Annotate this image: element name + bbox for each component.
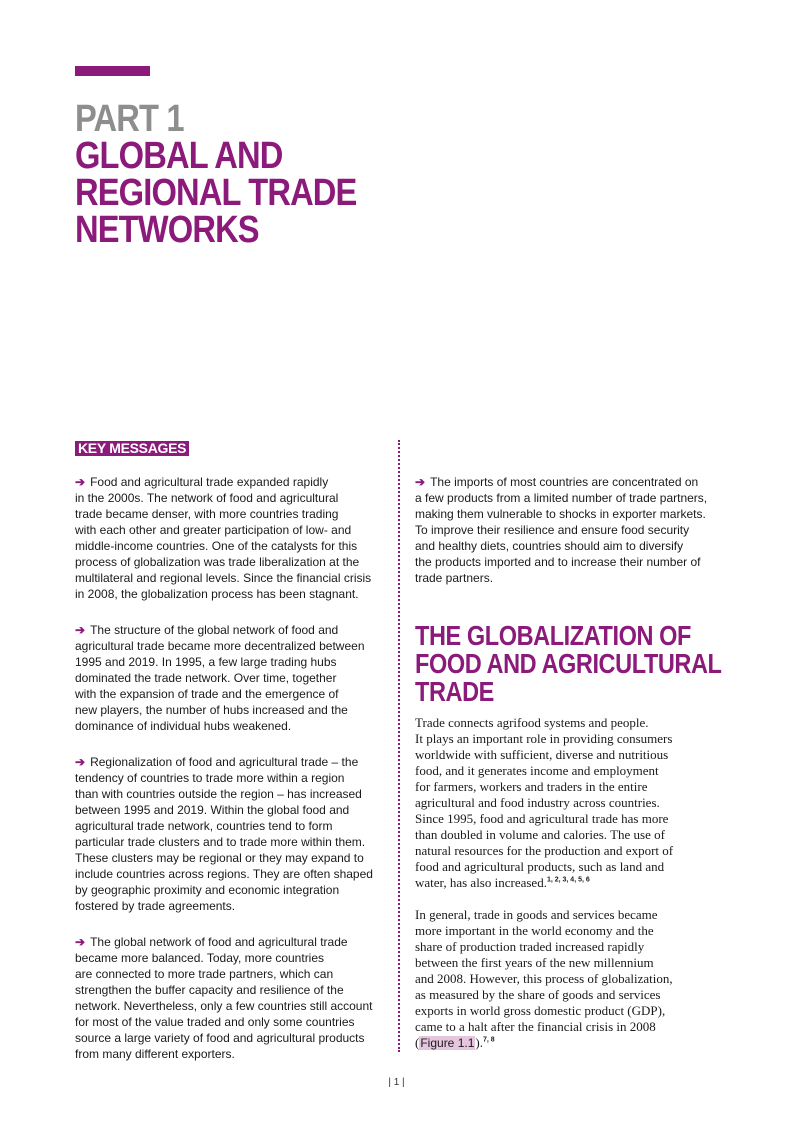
bullet-text: Food and agricultural trade expanded rapidly xyxy=(90,475,329,489)
paragraph-line xyxy=(415,827,725,843)
key-messages-left-column xyxy=(75,474,380,1082)
paragraph-line xyxy=(415,747,725,763)
paragraph-line xyxy=(415,843,725,859)
paragraph-text: food, and it generates income and employment xyxy=(415,763,659,778)
bullet-line: middle-income countries. One of the catalysts for this xyxy=(75,539,358,553)
bullet-line: between 1995 and 2019. Within the global food and xyxy=(75,803,350,817)
paragraph-line: and 2008. However, this process of globalization, xyxy=(415,971,673,986)
paragraph-line: as measured by the share of goods and services xyxy=(415,987,661,1002)
bullet-line: than with countries outside the region – has increased xyxy=(75,787,362,801)
bullet-text: The structure of the global network of food and xyxy=(90,623,339,637)
key-messages-right-column xyxy=(415,474,720,606)
paragraph-line: In general, trade in goods and services became xyxy=(415,907,658,922)
bullet-line: in 2008, the globalization process has been stagnant. xyxy=(75,587,359,601)
paragraph-text: natural resources for the production and export of xyxy=(415,843,674,858)
bullet-line: for most of the value traded and only some countries xyxy=(75,1015,355,1029)
column-divider xyxy=(398,440,400,1052)
section-heading xyxy=(415,622,721,706)
bullet-line: include countries across regions. They are often shaped xyxy=(75,867,373,881)
bullet-line: with the expansion of trade and the emergence of xyxy=(75,687,339,701)
paragraph-line xyxy=(415,715,725,731)
bullet-text: The global network of food and agricultural trade xyxy=(90,935,348,949)
bullet-line: strengthen the buffer capacity and resilience of the xyxy=(75,983,344,997)
bullet-line xyxy=(75,934,380,950)
bullet-line: tendency of countries to trade more within a region xyxy=(75,771,345,785)
paragraph-line xyxy=(415,875,725,891)
paragraph-text: It plays an important role in providing consumers xyxy=(415,731,673,746)
paragraph-line xyxy=(415,1035,725,1051)
bullet-line: particular trade clusters and to trade more within them. xyxy=(75,835,366,849)
paragraph-line xyxy=(415,811,725,827)
paragraph-line xyxy=(415,731,725,747)
bullet-line: process of globalization was trade liberalization at the xyxy=(75,555,360,569)
paragraph-line xyxy=(415,763,725,779)
bullet-line: new players, the number of hubs increased and the xyxy=(75,703,348,717)
paragraph-text: for farmers, workers and traders in the entire xyxy=(415,779,648,794)
key-message-bullet xyxy=(75,474,380,602)
paragraph-text: Trade connects agrifood systems and people. xyxy=(415,715,649,730)
bullet-text: The imports of most countries are concentrated on xyxy=(430,475,699,489)
bullet-line: in the 2000s. The network of food and agricultural xyxy=(75,491,339,505)
bullet-line: making them vulnerable to shocks in exporter markets. xyxy=(415,507,706,521)
key-message-bullet xyxy=(415,474,720,586)
bullet-line: 1995 and 2019. In 1995, a few large trading hubs xyxy=(75,655,337,669)
bullet-line xyxy=(415,474,720,490)
arrow-right-icon: ➔ xyxy=(75,623,86,637)
paragraph-text: agricultural and food industry across countries. xyxy=(415,795,660,810)
body-paragraph-2 xyxy=(415,907,725,1051)
bullet-line xyxy=(75,622,380,638)
section-heading-line: THE GLOBALIZATION OF xyxy=(415,620,691,651)
paren-open: ( xyxy=(415,1035,420,1050)
reference-superscript: 7, 8 xyxy=(482,1036,495,1044)
bullet-line: a few products from a limited number of trade partners, xyxy=(415,491,708,505)
paragraph-line xyxy=(415,795,725,811)
arrow-right-icon: ➔ xyxy=(415,475,426,489)
bullet-line xyxy=(75,754,380,770)
bullet-line xyxy=(75,474,380,490)
bullet-line: with each other and greater participation of low- and xyxy=(75,523,352,537)
paren-close: ). xyxy=(475,1035,483,1050)
part-title-line: GLOBAL AND xyxy=(75,135,283,177)
page-number: | 1 | xyxy=(388,1077,405,1088)
bullet-line: the products imported and to increase their number of xyxy=(415,555,701,569)
paragraph-line: exports in world gross domestic product (GDP), xyxy=(415,1003,666,1018)
bullet-line: source a large variety of food and agricultural products xyxy=(75,1031,365,1045)
part-title xyxy=(75,135,357,251)
bullet-line: dominated the trade network. Over time, together xyxy=(75,671,337,685)
bullet-line: dominance of individual hubs weakened. xyxy=(75,719,292,733)
bullet-line: To improve their resilience and ensure food security xyxy=(415,523,690,537)
paragraph-text: than doubled in volume and calories. The use of xyxy=(415,827,665,842)
section-heading-line: FOOD AND AGRICULTURAL xyxy=(415,648,722,679)
paragraph-text: Since 1995, food and agricultural trade has more xyxy=(415,811,669,826)
bullet-line: are connected to more trade partners, which can xyxy=(75,967,334,981)
bullet-line: and healthy diets, countries should aim to diversify xyxy=(415,539,684,553)
arrow-right-icon: ➔ xyxy=(75,755,86,769)
part-title-line: NETWORKS xyxy=(75,209,259,251)
key-messages-label: KEY MESSAGES xyxy=(75,441,189,456)
paragraph-text: worldwide with sufficient, diverse and nutritious xyxy=(415,747,669,762)
paragraph-text: food and agricultural products, such as land and xyxy=(415,859,665,874)
arrow-right-icon: ➔ xyxy=(75,475,86,489)
bullet-line: agricultural trade became more decentralized between xyxy=(75,639,365,653)
body-paragraph-1 xyxy=(415,715,725,891)
key-message-bullet xyxy=(75,754,380,914)
bullet-line: These clusters may be regional or they may expand to xyxy=(75,851,364,865)
part-title-line: REGIONAL TRADE xyxy=(75,172,357,214)
key-message-bullet xyxy=(75,934,380,1062)
figure-link[interactable]: Figure 1.1 xyxy=(420,1036,475,1050)
paragraph-line: more important in the world economy and the xyxy=(415,923,654,938)
part-label: PART 1 xyxy=(75,98,184,140)
bullet-text: Regionalization of food and agricultural trade – the xyxy=(90,755,359,769)
reference-superscript: 1, 2, 3, 4, 5, 6 xyxy=(546,876,590,884)
bullet-line: trade partners. xyxy=(415,571,494,585)
arrow-right-icon: ➔ xyxy=(75,935,86,949)
bullet-line: by geographic proximity and economic integration xyxy=(75,883,340,897)
paragraph-line xyxy=(415,779,725,795)
paragraph-line xyxy=(415,859,725,875)
section-heading-line: TRADE xyxy=(415,676,494,707)
header-accent-bar xyxy=(75,66,150,76)
bullet-line: network. Nevertheless, only a few countries still account xyxy=(75,999,373,1013)
bullet-line: trade became denser, with more countries trading xyxy=(75,507,339,521)
paragraph-line: between the first years of the new millennium xyxy=(415,955,654,970)
bullet-line: multilateral and regional levels. Since the financial crisis xyxy=(75,571,372,585)
bullet-line: fostered by trade agreements. xyxy=(75,899,236,913)
bullet-line: from many different exporters. xyxy=(75,1047,235,1061)
paragraph-line: came to a halt after the financial crisis in 2008 xyxy=(415,1019,656,1034)
paragraph-line: share of production traded increased rapidly xyxy=(415,939,645,954)
bullet-line: agricultural trade network, countries tend to form xyxy=(75,819,333,833)
bullet-line: became more balanced. Today, more countries xyxy=(75,951,325,965)
paragraph-text: water, has also increased. xyxy=(415,875,547,890)
key-message-bullet xyxy=(75,622,380,734)
